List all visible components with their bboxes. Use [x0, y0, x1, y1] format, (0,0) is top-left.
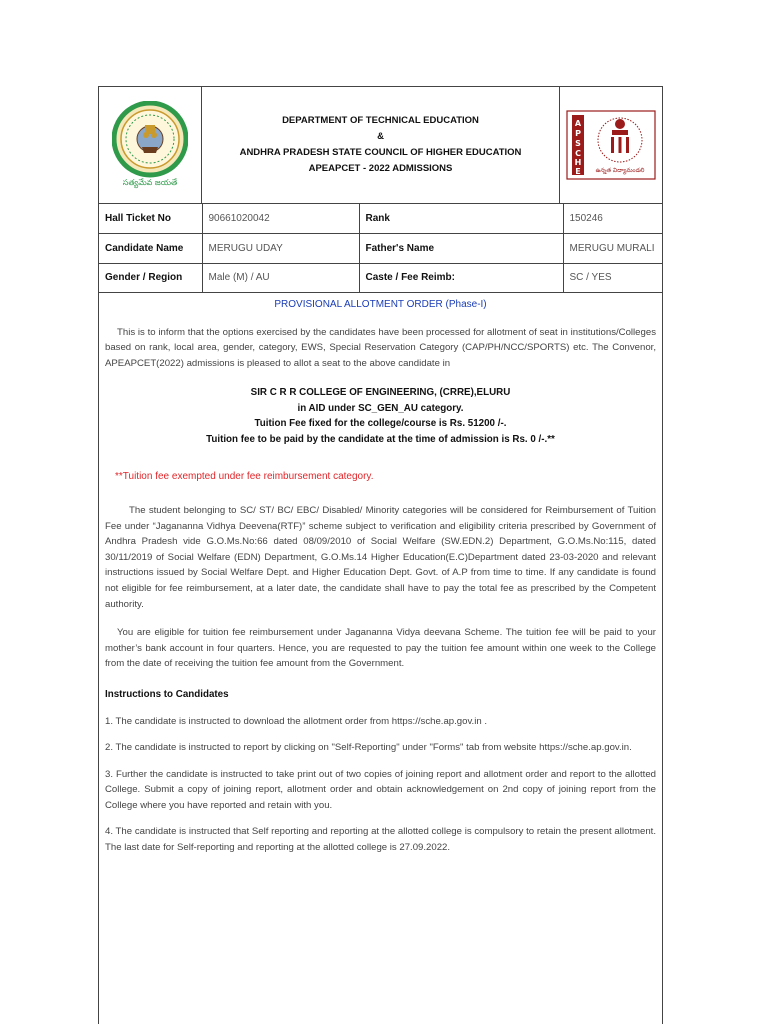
svg-text:C: C	[575, 149, 581, 158]
allotment-order-document	[98, 86, 663, 1024]
instruction-item: 4. The candidate is instructed that Self reporting and reporting at the allotted college is compulsory to retain the present allotment. The last date for Self-reporting and reporting at the allotted college is 27.09.2022.	[105, 826, 656, 854]
tuition-fee-fixed: Tuition Fee fixed for the college/course is Rs. 51200 /-.	[254, 418, 507, 430]
rank-value: 150246	[563, 204, 662, 234]
gender-region-label: Gender / Region	[99, 263, 202, 293]
order-body	[99, 297, 662, 856]
svg-text:A: A	[574, 119, 582, 128]
svg-text:సత్యమేవ జయతే: సత్యమేవ జయతే	[122, 178, 178, 187]
candidate-name-label: Candidate Name	[99, 234, 202, 264]
instruction-item: 1. The candidate is instructed to download the allotment order from https://sche.ap.gov.in .	[105, 715, 488, 727]
tuition-fee-payable: Tuition fee to be paid by the candidate at the time of admission is Rs. 0 /-.**	[206, 433, 555, 445]
document-header	[99, 87, 662, 204]
ap-government-emblem	[99, 87, 202, 203]
college-name: SIR C R R COLLEGE OF ENGINEERING, (CRRE),ELURU	[250, 387, 511, 399]
apsche-logo-icon	[566, 110, 656, 180]
hall-ticket-value: 90661020042	[202, 204, 359, 234]
table-row	[99, 234, 662, 264]
candidate-details-table	[99, 204, 662, 293]
title-line-ampersand: &	[377, 131, 384, 142]
gender-region-value: Male (M) / AU	[202, 263, 359, 293]
title-line-admissions: APEAPCET - 2022 ADMISSIONS	[308, 163, 453, 174]
instruction-item: 2. The candidate is instructed to report by clicking on "Self-Reporting" under "Forms" tab from website https://sche.ap.gov.in.	[105, 742, 632, 754]
instructions-heading: Instructions to Candidates	[105, 688, 229, 700]
caste-fee-label: Caste / Fee Reimb:	[359, 263, 563, 293]
svg-text:H: H	[574, 158, 582, 167]
svg-text:P: P	[575, 129, 581, 138]
svg-text:S: S	[575, 139, 581, 148]
title-line-department: DEPARTMENT OF TECHNICAL EDUCATION	[282, 115, 479, 126]
reimbursement-paragraph: The student belonging to SC/ ST/ BC/ EBC/ Disabled/ Minority categories will be considered for Reimbursement of Tuition Fee under “Jagananna Vidhya Deevena(RTF)” scheme subject to verification and eligibility criteria prescribed by Government of Andhra Pradesh vide G.O.Ms.No:66 dated 08/09/2010 of Social Welfare (SW.EDN.2) Department, G.O.Ms.No:115, dated 30/11/2019 of Social Welfare (EDN) Department, G.O.Ms.14 Higher Education(E.C)Department dated 23-03-2020 and relevant instructions issued by Social Welfare Dept. and Higher Education Dept. Govt. of A.P from time to time. If any candidate is found not eligible for fee reimbursement, at a later date, the candidate shall have to pay the total fee as prescribed by the Competent authority.	[105, 504, 656, 610]
svg-text:ఉన్నత విద్యామండలి: ఉన్నత విద్యామండలి	[595, 167, 645, 174]
hall-ticket-label: Hall Ticket No	[99, 204, 202, 234]
table-row	[99, 204, 662, 234]
allotted-college-block	[105, 385, 656, 447]
allotment-category: in AID under SC_GEN_AU category.	[297, 402, 464, 414]
candidate-name-value: MERUGU UDAY	[202, 234, 359, 264]
phase-title: PROVISIONAL ALLOTMENT ORDER (Phase-I)	[274, 299, 487, 310]
intro-paragraph: This is to inform that the options exercised by the candidates have been processed for allotment of seat in institutions/Colleges based on rank, local area, gender, category, EWS, Special Reservation Category (CAP/PH/NCC/SPORTS) etc. The Convenor, APEAPCET(2022) admissions is pleased to allot a seat to the above candidate in	[105, 326, 656, 369]
father-name-value: MERUGU MURALI	[563, 234, 662, 264]
apsche-logo	[559, 87, 662, 203]
father-name-label: Father's Name	[359, 234, 563, 264]
table-row	[99, 263, 662, 293]
fee-exemption-note: **Tuition fee exempted under fee reimbursement category.	[115, 471, 374, 483]
instruction-item: 3. Further the candidate is instructed to take print out of two copies of joining report and allotment order and report to the allotted College. Submit a copy of joining report, allotment order and obtain acknowledgement on 2nd copy of joining report from the College where you have reported and retain with you.	[105, 768, 656, 811]
caste-fee-value: SC / YES	[563, 263, 662, 293]
title-line-council: ANDHRA PRADESH STATE COUNCIL OF HIGHER EDUCATION	[239, 147, 522, 158]
department-title	[202, 87, 559, 203]
rank-label: Rank	[359, 204, 563, 234]
svg-text:E: E	[575, 167, 581, 176]
ap-emblem-icon	[112, 101, 188, 189]
eligibility-paragraph: You are eligible for tuition fee reimbursement under Jagananna Vidya deevana Scheme. The tuition fee will be paid to your mother’s bank account in four quarters. Hence, you are requested to pay the tuition fee amount within one week to the College from the date of receiving the tuition fee amount from the Government.	[105, 627, 656, 670]
